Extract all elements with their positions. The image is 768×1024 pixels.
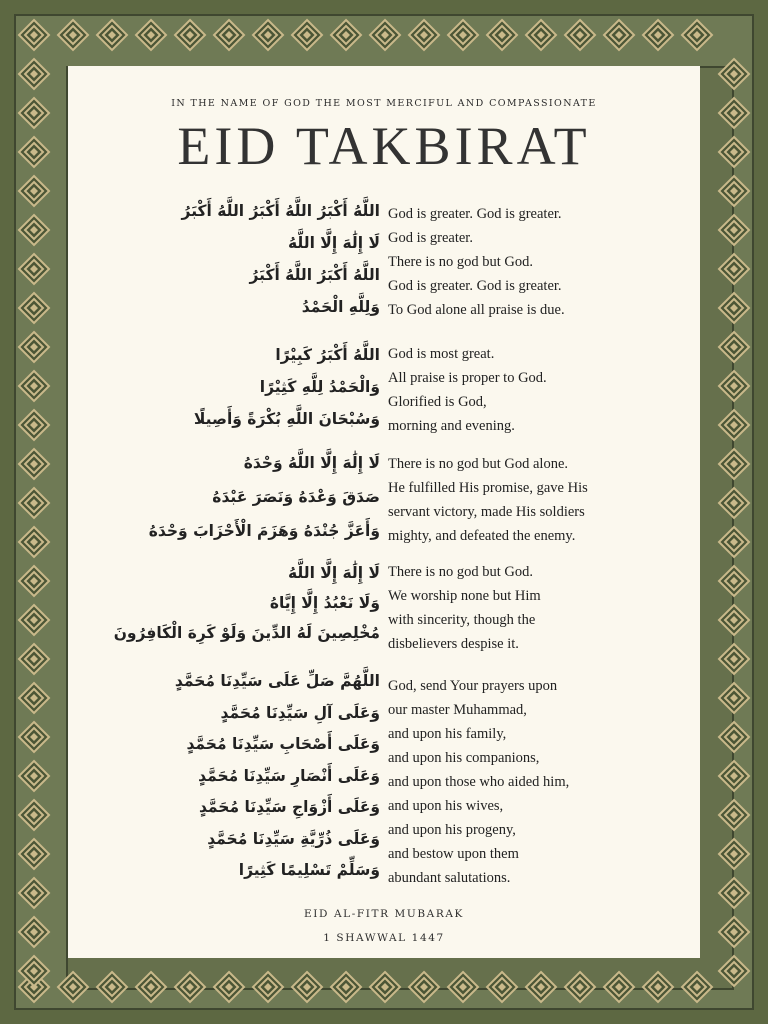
diamond-ornament-icon: [717, 135, 751, 169]
diamond-ornament-icon: [251, 18, 285, 52]
arabic-line: وَسُبْحَانَ اللَّهِ بُكْرَةً وَأَصِيلًا: [193, 410, 380, 428]
english-line: We worship none but Him: [388, 588, 541, 604]
footer-date: 1 SHAWWAL 1447: [323, 932, 445, 944]
diamond-ornament-icon: [17, 369, 51, 403]
diamond-ornament-icon: [446, 970, 480, 1004]
diamond-ornament-icon: [17, 525, 51, 559]
diamond-ornament-icon: [17, 291, 51, 325]
arabic-line: وَعَلَى آلِ سَيِّدِنَا مُحَمَّدٍ: [220, 703, 380, 722]
arabic-line: مُخْلِصِينَ لَهُ الدِّينَ وَلَوْ كَرِهَ الْكَافِرُونَ: [113, 624, 380, 642]
english-line: There is no god but God alone.: [388, 456, 569, 472]
arabic-line: صَدَقَ وَعْدَهُ وَنَصَرَ عَبْدَهُ: [212, 488, 380, 506]
diamond-ornament-icon: [717, 603, 751, 637]
english-line: There is no god but God.: [388, 254, 533, 270]
diamond-ornament-icon: [212, 970, 246, 1004]
diamond-ornament-icon: [17, 57, 51, 91]
arabic-line: لَا إِلَٰهَ إِلَّا اللَّهُ: [288, 234, 380, 252]
diamond-ornament-icon: [680, 18, 714, 52]
diamond-ornament-icon: [407, 970, 441, 1004]
english-line: He fulfilled His promise, gave His: [388, 480, 588, 496]
diamond-ornament-icon: [485, 18, 519, 52]
diamond-ornament-icon: [717, 408, 751, 442]
diamond-ornament-icon: [717, 213, 751, 247]
diamond-ornament-icon: [95, 970, 129, 1004]
english-line: with sincerity, though the: [388, 612, 536, 628]
diamond-ornament-icon: [17, 642, 51, 676]
diamond-ornament-icon: [329, 970, 363, 1004]
english-line: mighty, and defeated the enemy.: [388, 528, 576, 544]
diamond-ornament-icon: [212, 18, 246, 52]
diamond-ornament-icon: [17, 135, 51, 169]
arabic-line: لَا إِلَٰهَ إِلَّا اللَّهُ: [288, 564, 380, 582]
english-line: God is most great.: [388, 346, 495, 362]
arabic-line: وَعَلَى أَصْحَابِ سَيِّدِنَا مُحَمَّدٍ: [186, 735, 380, 753]
diamond-ornament-icon: [602, 18, 636, 52]
diamond-ornament-icon: [524, 18, 558, 52]
english-line: servant victory, made His soldiers: [388, 504, 585, 520]
diamond-ornament-icon: [17, 447, 51, 481]
diamond-ornament-icon: [407, 18, 441, 52]
diamond-ornament-icon: [485, 970, 519, 1004]
english-line: To God alone all praise is due.: [388, 302, 565, 318]
diamond-ornament-icon: [446, 18, 480, 52]
diamond-ornament-icon: [17, 213, 51, 247]
diamond-ornament-icon: [563, 970, 597, 1004]
english-line: All praise is proper to God.: [388, 370, 547, 386]
arabic-line: وَعَلَى أَزْوَاجِ سَيِّدِنَا مُحَمَّدٍ: [198, 798, 380, 816]
english-line: morning and evening.: [388, 418, 515, 434]
diamond-ornament-icon: [251, 970, 285, 1004]
diamond-ornament-icon: [717, 330, 751, 364]
diamond-ornament-icon: [563, 18, 597, 52]
diamond-ornament-icon: [17, 603, 51, 637]
diamond-ornament-icon: [17, 837, 51, 871]
diamond-ornament-icon: [17, 876, 51, 910]
diamond-ornament-icon: [717, 174, 751, 208]
diamond-ornament-icon: [368, 18, 402, 52]
diamond-ornament-icon: [717, 876, 751, 910]
takbirat-page: [68, 66, 700, 958]
diamond-ornament-icon: [17, 174, 51, 208]
diamond-ornament-icon: [17, 18, 51, 52]
diamond-ornament-icon: [680, 970, 714, 1004]
arabic-line: وَالْحَمْدُ لِلَّهِ كَثِيْرًا: [259, 378, 380, 396]
diamond-ornament-icon: [290, 970, 324, 1004]
diamond-ornament-icon: [173, 18, 207, 52]
diamond-ornament-icon: [717, 525, 751, 559]
arabic-line: وَلَا نَعْبُدُ إِلَّا إِيَّاهُ: [269, 594, 380, 612]
diamond-ornament-icon: [602, 970, 636, 1004]
english-line: and upon his wives,: [388, 798, 504, 814]
english-line: and bestow upon them: [388, 846, 519, 862]
arabic-line: اللَّهُ أَكْبَرُ اللَّهُ أَكْبَرُ اللَّهُ أَكْبَرُ: [181, 202, 380, 220]
english-line: God is greater.: [388, 230, 473, 246]
english-line: God is greater. God is greater.: [388, 278, 562, 294]
arabic-line: وَعَلَى أَنْصَارِ سَيِّدِنَا مُحَمَّدٍ: [198, 766, 380, 785]
english-line: and upon his family,: [388, 726, 507, 742]
diamond-ornament-icon: [717, 720, 751, 754]
english-line: There is no god but God.: [388, 564, 533, 580]
arabic-line: اللَّهُمَّ صَلِّ عَلَى سَيِّدِنَا مُحَمَّدٍ: [174, 672, 380, 690]
arabic-line: وَلِلَّهِ الْحَمْدُ: [301, 298, 380, 316]
diamond-ornament-icon: [717, 954, 751, 988]
diamond-ornament-icon: [717, 798, 751, 832]
diamond-ornament-icon: [641, 970, 675, 1004]
diamond-ornament-icon: [717, 369, 751, 403]
arabic-line: وَسَلِّمْ تَسْلِيمًا كَثِيرًا: [238, 861, 380, 879]
diamond-ornament-icon: [717, 291, 751, 325]
english-line: Glorified is God,: [388, 394, 487, 410]
english-line: God, send Your prayers upon: [388, 678, 558, 694]
diamond-ornament-icon: [717, 564, 751, 598]
diamond-ornament-icon: [717, 681, 751, 715]
diamond-ornament-icon: [17, 252, 51, 286]
diamond-ornament-icon: [17, 96, 51, 130]
diamond-ornament-icon: [717, 915, 751, 949]
page-title: EID TAKBIRAT: [177, 116, 591, 176]
english-line: abundant salutations.: [388, 870, 511, 886]
english-line: God is greater. God is greater.: [388, 206, 562, 222]
diamond-ornament-icon: [173, 970, 207, 1004]
arabic-line: وَعَلَى ذُرِّيَّةِ سَيِّدِنَا مُحَمَّدٍ: [207, 829, 380, 848]
diamond-ornament-icon: [717, 642, 751, 676]
diamond-ornament-icon: [134, 970, 168, 1004]
diamond-ornament-icon: [329, 18, 363, 52]
diamond-ornament-icon: [17, 798, 51, 832]
diamond-ornament-icon: [717, 837, 751, 871]
arabic-line: اللَّهُ أَكْبَرُ كَبِيْرًا: [275, 346, 380, 364]
diamond-ornament-icon: [717, 486, 751, 520]
diamond-ornament-icon: [717, 447, 751, 481]
arabic-line: وَأَعَزَّ جُنْدَهُ وَهَزَمَ الْأَحْزَابَ وَحْدَهُ: [148, 522, 380, 540]
diamond-ornament-icon: [134, 18, 168, 52]
english-line: and upon his companions,: [388, 750, 540, 766]
invocation-text: IN THE NAME OF GOD THE MOST MERCIFUL AND COMPASSIONATE: [171, 98, 597, 109]
diamond-ornament-icon: [17, 915, 51, 949]
diamond-ornament-icon: [641, 18, 675, 52]
english-line: and upon those who aided him,: [388, 774, 570, 790]
diamond-ornament-icon: [524, 970, 558, 1004]
diamond-ornament-icon: [95, 18, 129, 52]
arabic-line: لَا إِلَٰهَ إِلَّا اللَّهُ وَحْدَهُ: [243, 454, 380, 472]
diamond-ornament-icon: [717, 57, 751, 91]
diamond-ornament-icon: [17, 681, 51, 715]
english-line: disbelievers despise it.: [388, 636, 519, 652]
diamond-ornament-icon: [717, 252, 751, 286]
diamond-ornament-icon: [717, 96, 751, 130]
diamond-ornament-icon: [17, 720, 51, 754]
diamond-ornament-icon: [17, 486, 51, 520]
diamond-ornament-icon: [368, 970, 402, 1004]
diamond-ornament-icon: [17, 408, 51, 442]
diamond-ornament-icon: [290, 18, 324, 52]
diamond-ornament-icon: [17, 564, 51, 598]
diamond-ornament-icon: [17, 330, 51, 364]
diamond-ornament-icon: [17, 954, 51, 988]
diamond-ornament-icon: [17, 759, 51, 793]
footer-greeting: EID AL-FITR MUBARAK: [304, 908, 464, 920]
diamond-ornament-icon: [56, 970, 90, 1004]
diamond-ornament-icon: [56, 18, 90, 52]
english-line: and upon his progeny,: [388, 822, 516, 838]
diamond-ornament-icon: [717, 759, 751, 793]
english-line: our master Muhammad,: [388, 702, 527, 718]
arabic-line: اللَّهُ أَكْبَرُ اللَّهُ أَكْبَرُ: [249, 266, 380, 284]
